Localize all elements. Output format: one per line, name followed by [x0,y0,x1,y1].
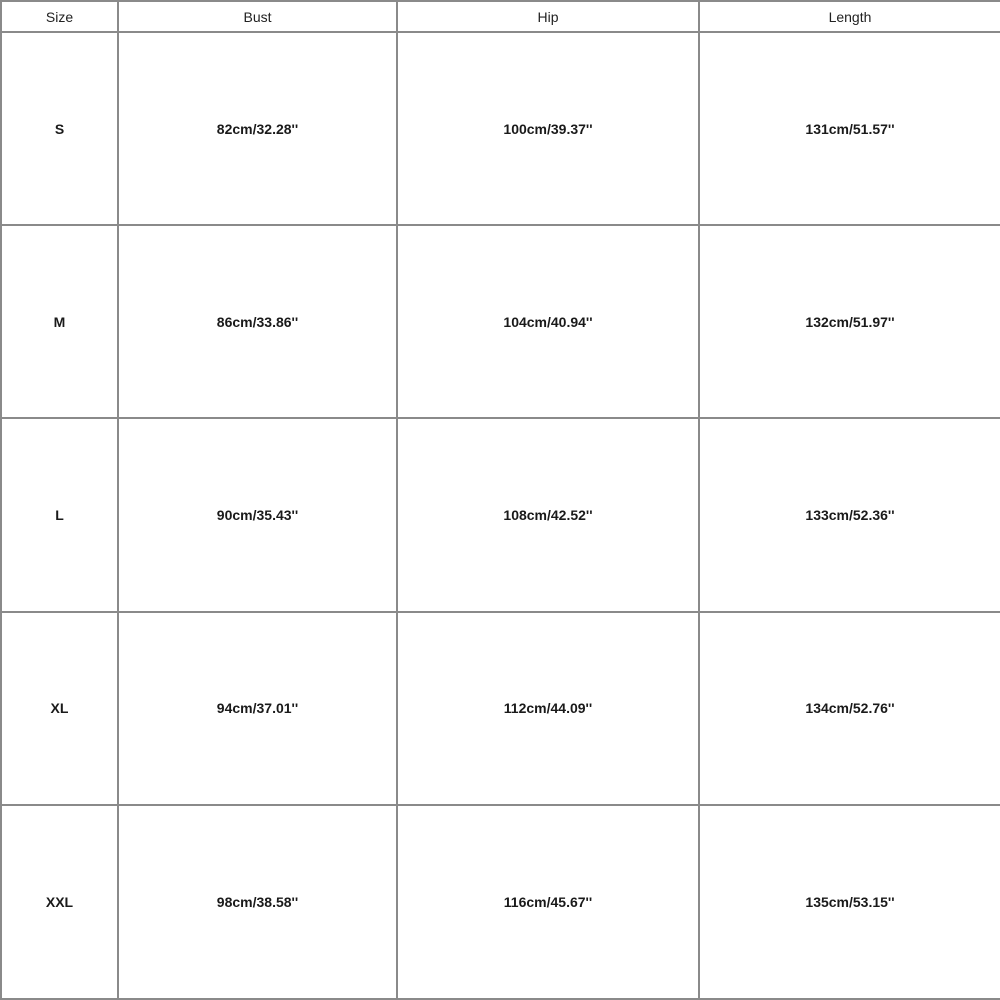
bust-cell: 82cm/32.28'' [119,33,398,226]
size-cell: XL [2,613,119,806]
hip-cell: 104cm/40.94'' [398,226,700,419]
length-cell: 131cm/51.57'' [700,33,1000,226]
hip-cell: 100cm/39.37'' [398,33,700,226]
table-header [2,2,1000,33]
table-row [2,33,1000,226]
hip-cell: 116cm/45.67'' [398,806,700,1000]
table-body [2,33,1000,1000]
size-cell: M [2,226,119,419]
bust-cell: 94cm/37.01'' [119,613,398,806]
hip-cell: 108cm/42.52'' [398,419,700,612]
size-cell: XXL [2,806,119,1000]
table-row [2,419,1000,612]
table-row [2,613,1000,806]
length-cell: 133cm/52.36'' [700,419,1000,612]
length-cell: 135cm/53.15'' [700,806,1000,1000]
header-bust: Bust [119,2,398,33]
bust-cell: 86cm/33.86'' [119,226,398,419]
size-cell: S [2,33,119,226]
size-cell: L [2,419,119,612]
length-cell: 132cm/51.97'' [700,226,1000,419]
bust-cell: 98cm/38.58'' [119,806,398,1000]
length-cell: 134cm/52.76'' [700,613,1000,806]
bust-cell: 90cm/35.43'' [119,419,398,612]
table-row [2,226,1000,419]
header-length: Length [700,2,1000,33]
hip-cell: 112cm/44.09'' [398,613,700,806]
header-row [2,2,1000,33]
header-hip: Hip [398,2,700,33]
table-row [2,806,1000,1000]
header-size: Size [2,2,119,33]
